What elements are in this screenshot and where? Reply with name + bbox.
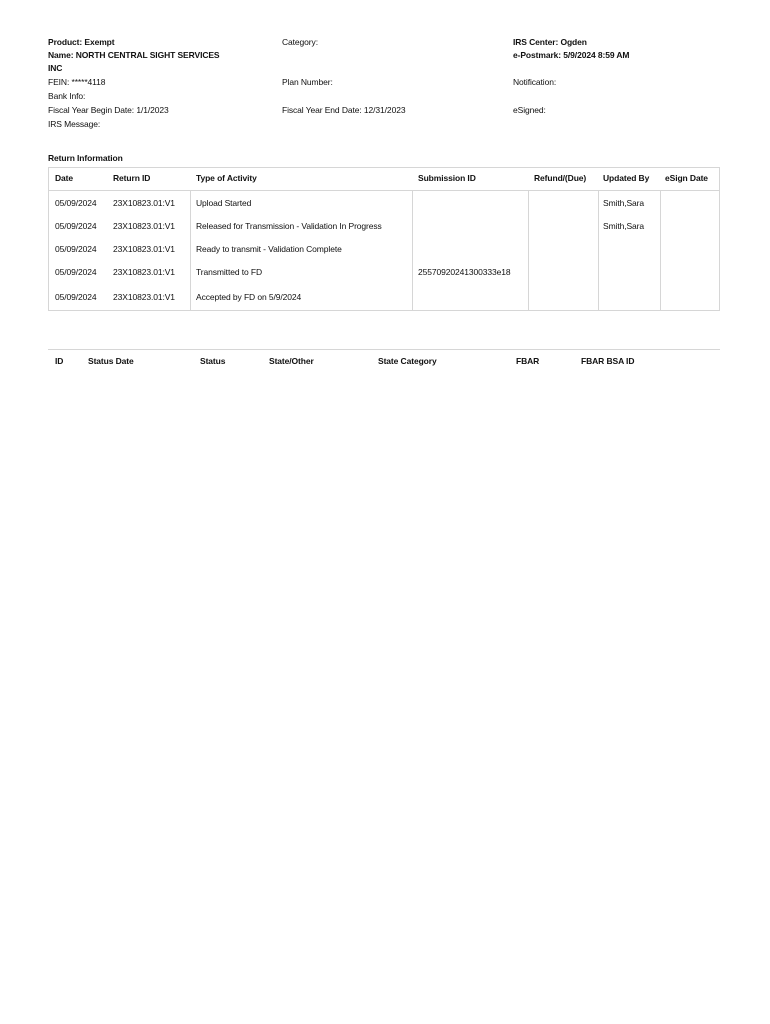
fiscal-year-begin: Fiscal Year Begin Date: 1/1/2023 xyxy=(48,105,169,115)
column-divider xyxy=(190,190,191,310)
cell-updated-by: Smith,Sara xyxy=(603,198,645,208)
column-divider xyxy=(660,190,661,310)
plan-number: Plan Number: xyxy=(282,77,333,87)
fiscal-year-end: Fiscal Year End Date: 12/31/2023 xyxy=(282,105,406,115)
col-header-status: Status xyxy=(200,356,226,366)
cell-activity: Upload Started xyxy=(196,198,252,208)
col-header-state-category: State Category xyxy=(378,356,437,366)
fein: FEIN: *****4118 xyxy=(48,77,106,87)
cell-activity: Transmitted to FD xyxy=(196,267,263,277)
status-table-top-border xyxy=(48,349,720,350)
column-divider xyxy=(598,190,599,310)
cell-return-id: 23X10823.01:V1 xyxy=(113,292,175,302)
table-header-divider xyxy=(48,190,720,191)
col-header-status-date: Status Date xyxy=(88,356,134,366)
cell-activity: Released for Transmission - Validation In Progress xyxy=(196,221,382,231)
col-header-updated-by: Updated By xyxy=(603,173,650,183)
col-header-activity: Type of Activity xyxy=(196,173,257,183)
col-header-date: Date xyxy=(55,173,74,183)
irs-center: IRS Center: Ogden xyxy=(513,37,587,47)
org-name: Name: NORTH CENTRAL SIGHT SERVICES xyxy=(48,50,220,60)
col-header-esign-date: eSign Date xyxy=(665,173,708,183)
cell-return-id: 23X10823.01:V1 xyxy=(113,221,175,231)
category: Category: xyxy=(282,37,318,47)
esigned: eSigned: xyxy=(513,105,546,115)
cell-updated-by: Smith,Sara xyxy=(603,221,645,231)
bank-info: Bank Info: xyxy=(48,91,86,101)
cell-date: 05/09/2024 xyxy=(55,244,97,254)
cell-submission-id: 25570920241300333e18 xyxy=(418,267,511,277)
col-header-fbar-bsa-id: FBAR BSA ID xyxy=(581,356,635,366)
cell-date: 05/09/2024 xyxy=(55,221,97,231)
col-header-return-id: Return ID xyxy=(113,173,151,183)
return-info-table xyxy=(48,167,720,311)
cell-date: 05/09/2024 xyxy=(55,292,97,302)
col-header-fbar: FBAR xyxy=(516,356,540,366)
e-postmark: e-Postmark: 5/9/2024 8:59 AM xyxy=(513,50,630,60)
cell-return-id: 23X10823.01:V1 xyxy=(113,267,175,277)
col-header-state-other: State/Other xyxy=(269,356,314,366)
product-label: Product: Exempt xyxy=(48,37,115,47)
column-divider xyxy=(412,190,413,310)
cell-return-id: 23X10823.01:V1 xyxy=(113,244,175,254)
cell-date: 05/09/2024 xyxy=(55,198,97,208)
col-header-id: ID xyxy=(55,356,64,366)
cell-date: 05/09/2024 xyxy=(55,267,97,277)
column-divider xyxy=(528,190,529,310)
col-header-refund: Refund/(Due) xyxy=(534,173,587,183)
cell-return-id: 23X10823.01:V1 xyxy=(113,198,175,208)
irs-message: IRS Message: xyxy=(48,119,101,129)
col-header-submission-id: Submission ID xyxy=(418,173,476,183)
cell-activity: Ready to transmit - Validation Complete xyxy=(196,244,342,254)
notification: Notification: xyxy=(513,77,557,87)
cell-activity: Accepted by FD on 5/9/2024 xyxy=(196,292,302,302)
return-info-title: Return Information xyxy=(48,153,123,163)
org-name-continued: INC xyxy=(48,63,63,73)
